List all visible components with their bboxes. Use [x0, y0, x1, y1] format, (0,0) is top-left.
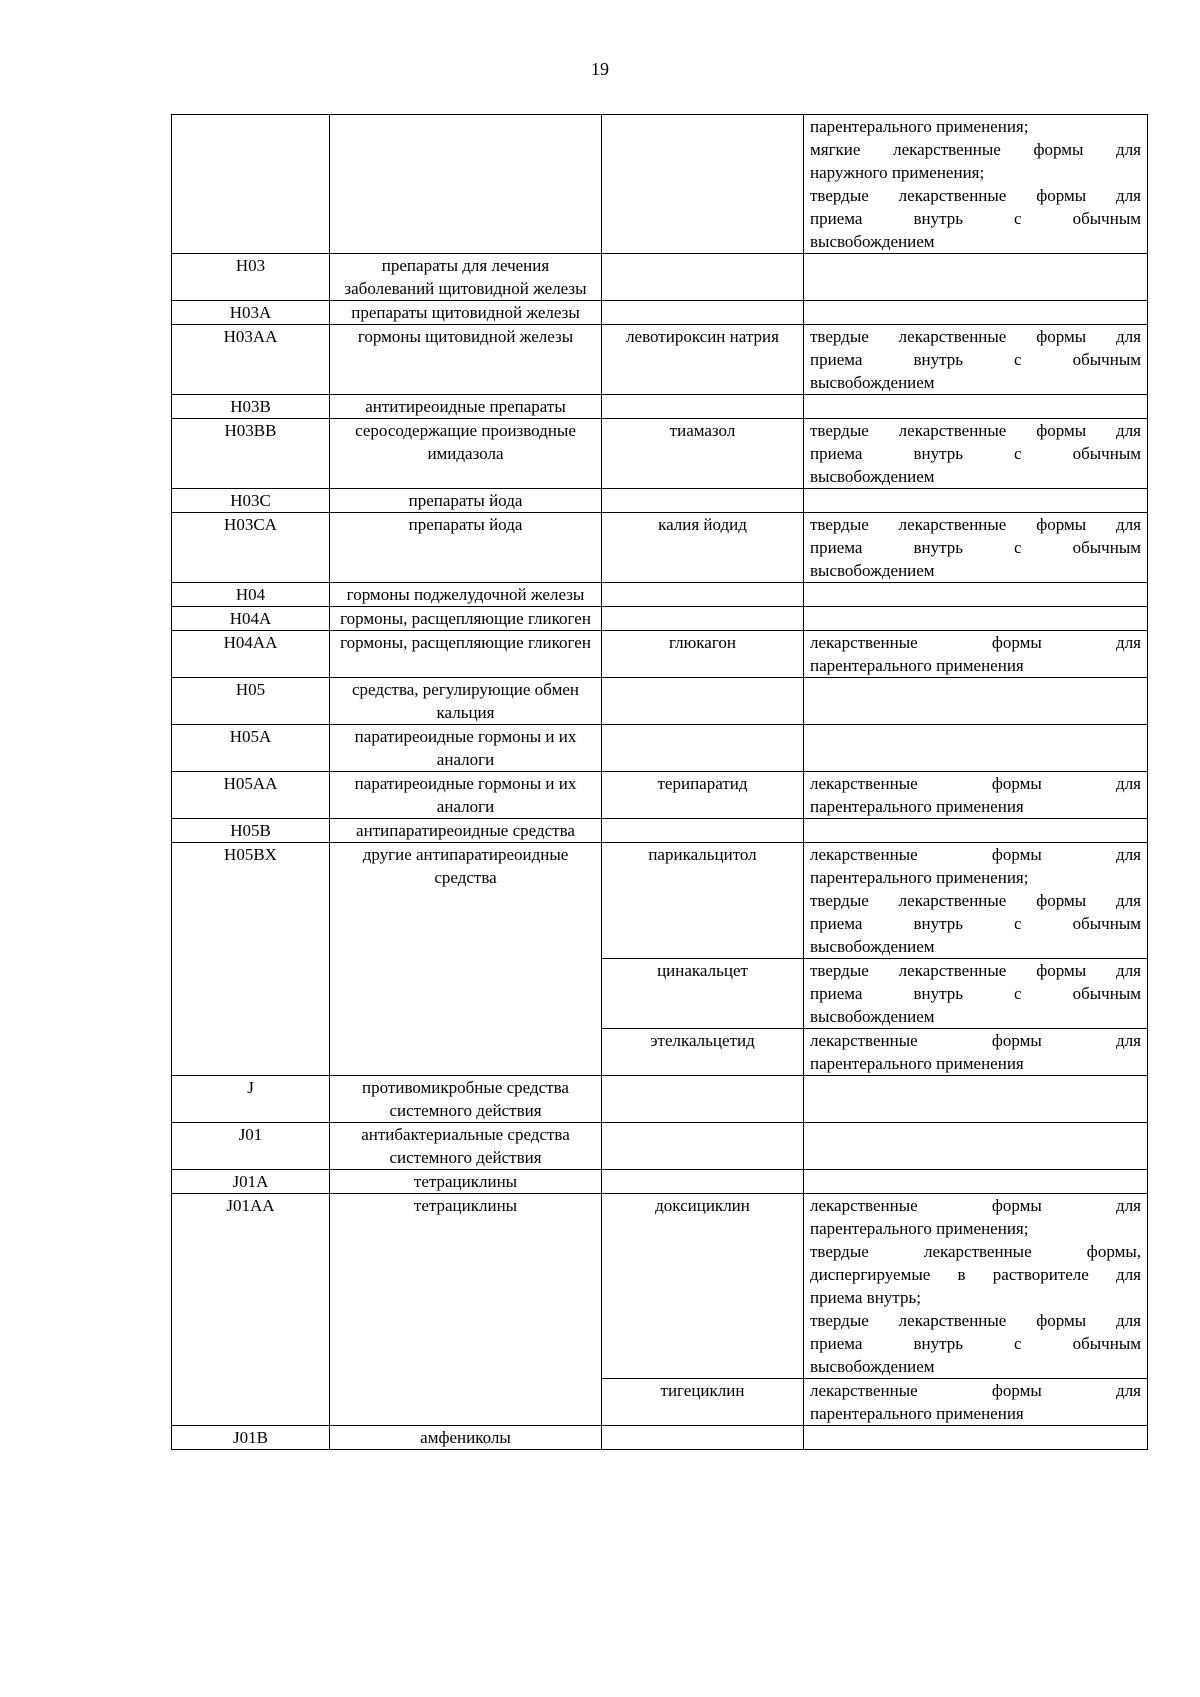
atc-code-cell: H03AA — [172, 325, 330, 395]
anatomical-therapeutic-group-cell: гормоны щитовидной железы — [330, 325, 602, 395]
dosage-form-line: парентерального применения; — [810, 1219, 1029, 1238]
anatomical-therapeutic-group-cell: антипаратиреоидные средства — [330, 819, 602, 843]
dosage-form-line: твердые лекарственные формы для — [810, 891, 1141, 910]
atc-code-cell: H03 — [172, 254, 330, 301]
drug-name-cell: этелкальцетид — [602, 1029, 804, 1076]
table-row — [172, 725, 1148, 772]
table-row — [172, 325, 1148, 395]
dosage-form-line: наружного применения; — [810, 163, 985, 182]
atc-code-cell: H04A — [172, 607, 330, 631]
anatomical-therapeutic-group-cell: паратиреоидные гормоны и их аналоги — [330, 725, 602, 772]
dosage-forms-cell — [804, 678, 1148, 725]
dosage-form-line: высвобождением — [810, 373, 935, 392]
anatomical-therapeutic-group-cell: тетрациклины — [330, 1170, 602, 1194]
anatomical-therapeutic-group-cell: препараты щитовидной железы — [330, 301, 602, 325]
anatomical-therapeutic-group-cell — [330, 115, 602, 254]
drug-name-cell — [602, 1076, 804, 1123]
dosage-forms-cell — [804, 843, 1148, 959]
drug-name-cell — [602, 1426, 804, 1450]
dosage-form-line: приема внутрь с обычным — [810, 444, 1141, 463]
table-row — [172, 631, 1148, 678]
dosage-form-line: парентерального применения — [810, 1054, 1024, 1073]
atc-code-cell: H05BX — [172, 843, 330, 1076]
anatomical-therapeutic-group-cell: гормоны, расщепляющие гликоген — [330, 631, 602, 678]
drug-table — [171, 114, 1148, 1450]
drug-name-cell: тиамазол — [602, 419, 804, 489]
dosage-forms-cell — [804, 254, 1148, 301]
dosage-form-line: высвобождением — [810, 232, 935, 251]
dosage-form-line: высвобождением — [810, 467, 935, 486]
atc-code-cell — [172, 115, 330, 254]
table-row — [172, 819, 1148, 843]
table-row — [172, 115, 1148, 254]
dosage-form-line: твердые лекарственные формы для — [810, 327, 1141, 346]
dosage-form-line: лекарственные формы для — [810, 1031, 1141, 1050]
table-row — [172, 395, 1148, 419]
drug-name-cell: доксициклин — [602, 1194, 804, 1379]
dosage-form-line: лекарственные формы для — [810, 1381, 1141, 1400]
drug-name-cell: левотироксин натрия — [602, 325, 804, 395]
atc-code-cell: H05B — [172, 819, 330, 843]
atc-code-cell: J01B — [172, 1426, 330, 1450]
table-row — [172, 1123, 1148, 1170]
table-row — [172, 1170, 1148, 1194]
drug-name-cell — [602, 115, 804, 254]
drug-name-cell — [602, 489, 804, 513]
dosage-form-line: приема внутрь; — [810, 1288, 921, 1307]
table-row — [172, 1076, 1148, 1123]
table-row — [172, 513, 1148, 583]
table-row — [172, 843, 1148, 959]
dosage-forms-cell — [804, 1029, 1148, 1076]
dosage-form-line: высвобождением — [810, 1007, 935, 1026]
dosage-form-line: парентерального применения; — [810, 868, 1029, 887]
dosage-forms-cell — [804, 395, 1148, 419]
dosage-form-line: высвобождением — [810, 937, 935, 956]
drug-name-cell — [602, 1170, 804, 1194]
anatomical-therapeutic-group-cell: средства, регулирующие обмен кальция — [330, 678, 602, 725]
drug-name-cell — [602, 819, 804, 843]
atc-code-cell: H04AA — [172, 631, 330, 678]
anatomical-therapeutic-group-cell: гормоны поджелудочной железы — [330, 583, 602, 607]
table-row — [172, 678, 1148, 725]
drug-name-cell — [602, 725, 804, 772]
dosage-form-line: парентерального применения — [810, 797, 1024, 816]
table-body — [172, 115, 1148, 1450]
atc-code-cell: H03A — [172, 301, 330, 325]
dosage-form-line: твердые лекарственные формы для — [810, 961, 1141, 980]
dosage-form-line: парентерального применения — [810, 656, 1024, 675]
dosage-form-line: приема внутрь с обычным — [810, 984, 1141, 1003]
dosage-forms-cell — [804, 1379, 1148, 1426]
drug-name-cell: калия йодид — [602, 513, 804, 583]
table-row — [172, 1194, 1148, 1379]
drug-name-cell: терипаратид — [602, 772, 804, 819]
dosage-form-line: твердые лекарственные формы для — [810, 1311, 1141, 1330]
dosage-forms-cell — [804, 325, 1148, 395]
atc-code-cell: H05AA — [172, 772, 330, 819]
dosage-form-line: лекарственные формы для — [810, 1196, 1141, 1215]
atc-code-cell: H04 — [172, 583, 330, 607]
table-row — [172, 301, 1148, 325]
dosage-form-line: приема внутрь с обычным — [810, 350, 1141, 369]
drug-name-cell — [602, 254, 804, 301]
dosage-form-line: приема внутрь с обычным — [810, 538, 1141, 557]
dosage-form-line: диспергируемые в растворителе для — [810, 1265, 1141, 1284]
atc-code-cell: J01 — [172, 1123, 330, 1170]
dosage-form-line: высвобождением — [810, 1357, 935, 1376]
dosage-forms-cell — [804, 607, 1148, 631]
dosage-form-line: твердые лекарственные формы для — [810, 421, 1141, 440]
atc-code-cell: H03C — [172, 489, 330, 513]
drug-name-cell — [602, 607, 804, 631]
dosage-form-line: высвобождением — [810, 561, 935, 580]
atc-code-cell: H03CA — [172, 513, 330, 583]
dosage-form-line: лекарственные формы для — [810, 845, 1141, 864]
table-row — [172, 772, 1148, 819]
table-row — [172, 419, 1148, 489]
drug-name-cell — [602, 395, 804, 419]
dosage-form-line: парентерального применения — [810, 1404, 1024, 1423]
anatomical-therapeutic-group-cell: серосодержащие производные имидазола — [330, 419, 602, 489]
anatomical-therapeutic-group-cell: антитиреоидные препараты — [330, 395, 602, 419]
dosage-forms-cell — [804, 1076, 1148, 1123]
dosage-form-line: твердые лекарственные формы для — [810, 186, 1141, 205]
dosage-form-line: приема внутрь с обычным — [810, 1334, 1141, 1353]
anatomical-therapeutic-group-cell: препараты йода — [330, 513, 602, 583]
dosage-form-line: твердые лекарственные формы, — [810, 1242, 1141, 1261]
anatomical-therapeutic-group-cell: другие антипаратиреоидные средства — [330, 843, 602, 1076]
dosage-form-line: лекарственные формы для — [810, 633, 1141, 652]
dosage-forms-cell — [804, 1426, 1148, 1450]
anatomical-therapeutic-group-cell: паратиреоидные гормоны и их аналоги — [330, 772, 602, 819]
drug-name-cell: глюкагон — [602, 631, 804, 678]
dosage-forms-cell — [804, 1194, 1148, 1379]
atc-code-cell: H03B — [172, 395, 330, 419]
dosage-form-line: твердые лекарственные формы для — [810, 515, 1141, 534]
dosage-forms-cell — [804, 1123, 1148, 1170]
dosage-form-line: приема внутрь с обычным — [810, 914, 1141, 933]
table-row — [172, 1426, 1148, 1450]
dosage-forms-cell — [804, 489, 1148, 513]
drug-name-cell — [602, 583, 804, 607]
drug-name-cell — [602, 1123, 804, 1170]
dosage-forms-cell — [804, 959, 1148, 1029]
page-number: 19 — [591, 59, 609, 79]
drug-name-cell: парикальцитол — [602, 843, 804, 959]
dosage-forms-cell — [804, 772, 1148, 819]
atc-code-cell: H05 — [172, 678, 330, 725]
drug-name-cell — [602, 301, 804, 325]
anatomical-therapeutic-group-cell: препараты для лечения заболеваний щитовидной железы — [330, 254, 602, 301]
dosage-forms-cell — [804, 725, 1148, 772]
anatomical-therapeutic-group-cell: антибактериальные средства системного действия — [330, 1123, 602, 1170]
dosage-forms-cell — [804, 301, 1148, 325]
table-row — [172, 607, 1148, 631]
dosage-form-line: мягкие лекарственные формы для — [810, 140, 1141, 159]
anatomical-therapeutic-group-cell: противомикробные средства системного действия — [330, 1076, 602, 1123]
atc-code-cell: H05A — [172, 725, 330, 772]
dosage-forms-cell — [804, 631, 1148, 678]
anatomical-therapeutic-group-cell: амфениколы — [330, 1426, 602, 1450]
drug-name-cell: тигециклин — [602, 1379, 804, 1426]
atc-code-cell: J01A — [172, 1170, 330, 1194]
atc-code-cell: H03BB — [172, 419, 330, 489]
anatomical-therapeutic-group-cell: препараты йода — [330, 489, 602, 513]
atc-code-cell: J01AA — [172, 1194, 330, 1426]
dosage-forms-cell — [804, 1170, 1148, 1194]
table-row — [172, 583, 1148, 607]
dosage-forms-cell — [804, 583, 1148, 607]
dosage-form-line: парентерального применения; — [810, 117, 1029, 136]
table-row — [172, 489, 1148, 513]
dosage-forms-cell — [804, 513, 1148, 583]
dosage-forms-cell — [804, 115, 1148, 254]
anatomical-therapeutic-group-cell: тетрациклины — [330, 1194, 602, 1426]
drug-name-cell: цинакальцет — [602, 959, 804, 1029]
anatomical-therapeutic-group-cell: гормоны, расщепляющие гликоген — [330, 607, 602, 631]
table-row — [172, 254, 1148, 301]
dosage-forms-cell — [804, 419, 1148, 489]
drug-name-cell — [602, 678, 804, 725]
dosage-forms-cell — [804, 819, 1148, 843]
dosage-form-line: приема внутрь с обычным — [810, 209, 1141, 228]
atc-code-cell: J — [172, 1076, 330, 1123]
dosage-form-line: лекарственные формы для — [810, 774, 1141, 793]
